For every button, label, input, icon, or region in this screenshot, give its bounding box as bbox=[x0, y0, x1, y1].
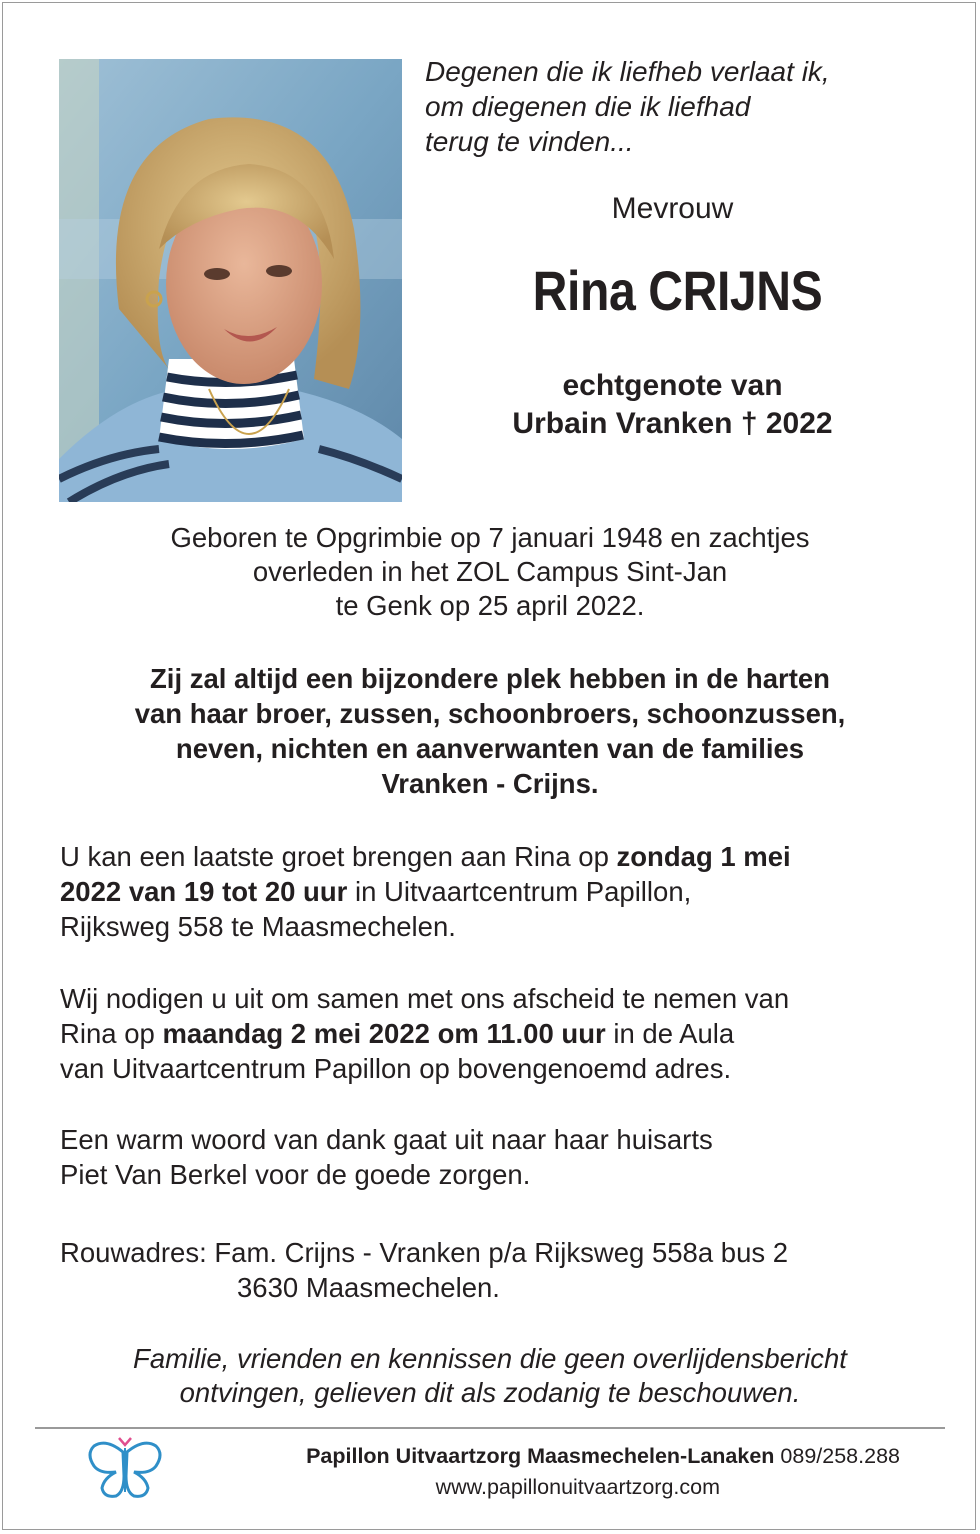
mourning-address-line: 3630 Maasmechelen. bbox=[237, 1272, 500, 1303]
funeral-text: Rina op bbox=[60, 1018, 163, 1049]
funeral-home-phone: 089/258.288 bbox=[774, 1444, 900, 1468]
spouse-line: echtgenote van bbox=[562, 369, 783, 402]
family-line: Zij zal altijd een bijzondere plek hebben in de harten bbox=[150, 663, 830, 694]
quote-line: Degenen die ik liefheb verlaat ik, bbox=[425, 56, 830, 87]
birth-death-line: te Genk op 25 april 2022. bbox=[335, 590, 645, 621]
family-text bbox=[40, 661, 940, 801]
closing-line: Familie, vrienden en kennissen die geen overlijdensbericht bbox=[133, 1343, 847, 1374]
quote-line: om diegenen die ik liefhad bbox=[425, 91, 751, 122]
thanks-line: Piet Van Berkel voor de goede zorgen. bbox=[60, 1159, 531, 1190]
opening-quote bbox=[425, 54, 945, 159]
quote-line: terug te vinden... bbox=[425, 126, 634, 157]
birth-death-text bbox=[40, 521, 940, 623]
funeral-home-website[interactable]: www.papillonuitvaartzorg.com bbox=[435, 1475, 720, 1499]
spouse-info bbox=[420, 367, 925, 443]
funeral-text: van Uitvaartcentrum Papillon op bovengenoemd adres. bbox=[60, 1053, 732, 1084]
closing-line: ontvingen, gelieven dit als zodanig te beschouwen. bbox=[179, 1377, 801, 1408]
deceased-name: Rina CRIJNS bbox=[532, 259, 823, 322]
family-line: Vranken - Crijns. bbox=[381, 768, 599, 799]
spouse-line: Urbain Vranken † 2022 bbox=[512, 407, 833, 440]
funeral-home-line bbox=[170, 1442, 900, 1470]
funeral-text: Wij nodigen u uit om samen met ons afscheid te nemen van bbox=[60, 983, 790, 1014]
birth-death-line: Geboren te Opgrimbie op 7 januari 1948 en zachtjes bbox=[170, 522, 810, 553]
birth-death-line: overleden in het ZOL Campus Sint-Jan bbox=[252, 556, 728, 587]
butterfly-logo-icon bbox=[86, 1436, 164, 1500]
visitation-paragraph bbox=[60, 839, 940, 944]
funeral-text: in de Aula bbox=[605, 1018, 735, 1049]
portrait-photo bbox=[59, 59, 402, 502]
closing-note bbox=[40, 1342, 940, 1410]
visitation-text: U kan een laatste groet brengen aan Rina op bbox=[60, 841, 617, 872]
salutation: Mevrouw bbox=[611, 192, 734, 225]
family-line: neven, nichten en aanverwanten van de families bbox=[175, 733, 805, 764]
visitation-date: zondag 1 mei bbox=[616, 841, 791, 872]
mourning-address bbox=[60, 1235, 940, 1305]
funeral-paragraph bbox=[60, 981, 940, 1086]
funeral-home-name: Papillon Uitvaartzorg Maasmechelen-Lanaken bbox=[306, 1444, 775, 1468]
thanks-line: Een warm woord van dank gaat uit naar haar huisarts bbox=[60, 1124, 713, 1155]
mourning-address-line: Rouwadres: Fam. Crijns - Vranken p/a Rijksweg 558a bus 2 bbox=[60, 1237, 789, 1268]
visitation-text: in Uitvaartcentrum Papillon, bbox=[347, 876, 692, 907]
family-line: van haar broer, zussen, schoonbroers, schoonzussen, bbox=[134, 698, 846, 729]
visitation-time: 2022 van 19 tot 20 uur bbox=[60, 876, 348, 907]
funeral-datetime: maandag 2 mei 2022 om 11.00 uur bbox=[162, 1018, 606, 1049]
visitation-address: Rijksweg 558 te Maasmechelen. bbox=[60, 911, 456, 942]
thanks-paragraph bbox=[60, 1122, 940, 1192]
footer-divider bbox=[35, 1427, 945, 1429]
